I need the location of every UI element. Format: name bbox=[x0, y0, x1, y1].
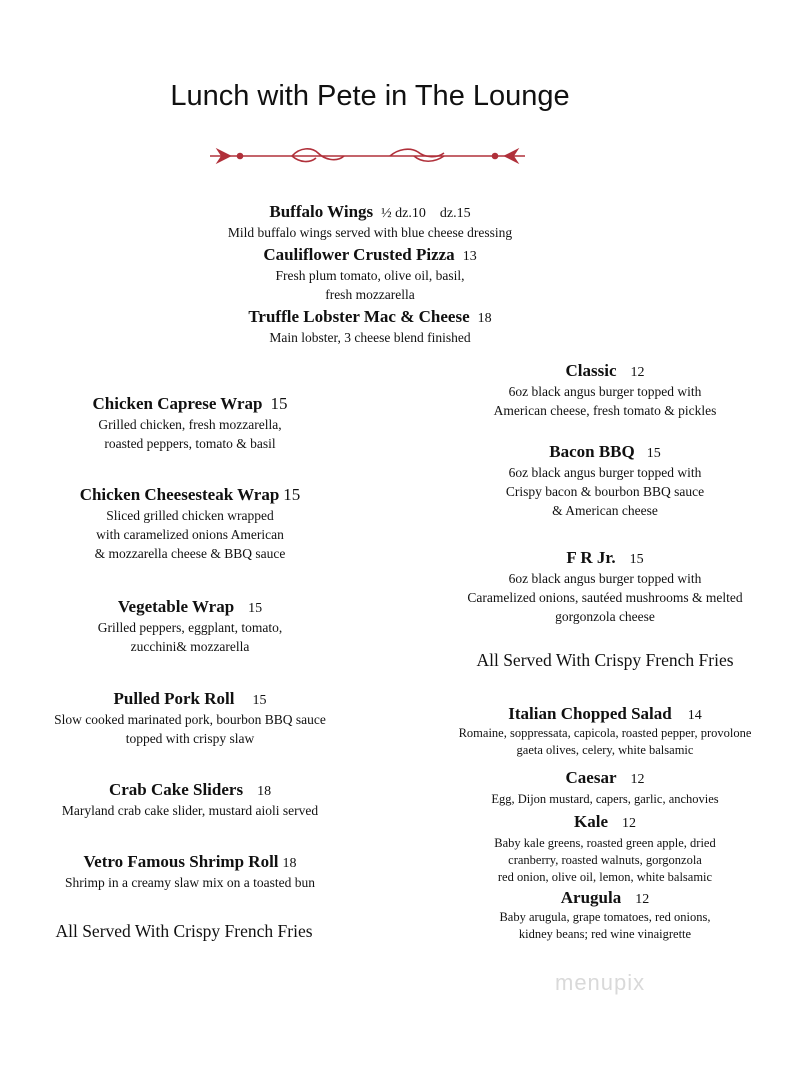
item-desc: gaeta olives, celery, white balsamic bbox=[516, 743, 694, 757]
item-desc: Mild buffalo wings served with blue cheese dressing bbox=[227, 225, 513, 240]
item-name: Kale bbox=[574, 812, 608, 831]
item-name: Chicken Caprese Wrap bbox=[92, 394, 263, 413]
menu-item-italian-chopped-salad bbox=[425, 703, 785, 759]
item-price: 18 bbox=[477, 311, 492, 326]
item-desc: Slow cooked marinated pork, bourbon BBQ sauce bbox=[54, 712, 326, 727]
item-desc: Caramelized onions, sautéed mushrooms & melted bbox=[467, 590, 743, 605]
item-desc: Shrimp in a creamy slaw mix on a toasted bun bbox=[64, 875, 316, 890]
item-price: 15 bbox=[283, 485, 301, 504]
item-desc: topped with crispy slaw bbox=[125, 731, 255, 746]
menu-item-cauliflower-pizza bbox=[170, 244, 570, 304]
menu-item-chicken-cheesesteak-wrap bbox=[20, 484, 360, 563]
item-desc: Main lobster, 3 cheese blend finished bbox=[269, 330, 471, 345]
menu-item-vegetable-wrap bbox=[20, 596, 360, 656]
menu-item-chicken-caprese-wrap bbox=[20, 393, 360, 453]
item-desc: fresh mozzarella bbox=[325, 287, 415, 302]
item-name: F R Jr. bbox=[566, 548, 616, 567]
menu-item-pulled-pork-roll bbox=[10, 688, 370, 748]
item-name: Caesar bbox=[565, 768, 617, 787]
item-desc: red onion, olive oil, lemon, white balsamic bbox=[497, 870, 713, 884]
item-name: Vegetable Wrap bbox=[117, 597, 235, 616]
item-desc: Grilled peppers, eggplant, tomato, bbox=[97, 620, 283, 635]
item-desc: Crispy bacon & bourbon BBQ sauce bbox=[505, 484, 705, 499]
item-name: Classic bbox=[565, 361, 617, 380]
item-price: ½ dz.10 dz.15 bbox=[381, 206, 471, 221]
item-price: 12 bbox=[630, 365, 645, 380]
item-name: Crab Cake Sliders bbox=[108, 780, 244, 799]
item-name: Buffalo Wings bbox=[269, 202, 374, 221]
item-desc: American cheese, fresh tomato & pickles bbox=[493, 403, 717, 418]
item-desc: cranberry, roasted walnuts, gorgonzola bbox=[508, 853, 702, 867]
item-desc: & mozzarella cheese & BBQ sauce bbox=[94, 546, 286, 561]
menu-item-arugula-salad bbox=[425, 887, 785, 943]
right-footer-note: All Served With Crispy French Fries bbox=[476, 650, 734, 670]
item-name: Italian Chopped Salad bbox=[508, 704, 672, 723]
item-desc: Maryland crab cake slider, mustard aioli served bbox=[61, 803, 319, 818]
left-footer-note: All Served With Crispy French Fries bbox=[55, 921, 313, 941]
menu-item-buffalo-wings bbox=[170, 201, 570, 242]
item-name: Vetro Famous Shrimp Roll bbox=[83, 852, 279, 871]
item-name: Bacon BBQ bbox=[549, 442, 635, 461]
item-price: 13 bbox=[462, 249, 477, 264]
item-price: 12 bbox=[622, 816, 636, 831]
item-desc: 6oz black angus burger topped with bbox=[508, 465, 702, 480]
item-desc: Baby kale greens, roasted green apple, dried bbox=[494, 836, 716, 850]
item-price: 15 bbox=[248, 601, 263, 616]
menu-item-crab-cake-sliders bbox=[10, 779, 370, 820]
page-title: Lunch with Pete in The Lounge bbox=[170, 80, 570, 112]
item-desc: kidney beans; red wine vinaigrette bbox=[518, 927, 692, 941]
item-desc: 6oz black angus burger topped with bbox=[508, 571, 702, 586]
item-desc: roasted peppers, tomato & basil bbox=[104, 436, 276, 451]
item-price: 15 bbox=[252, 693, 267, 708]
item-desc: Fresh plum tomato, olive oil, basil, bbox=[275, 268, 465, 283]
menu-item-classic-burger bbox=[430, 360, 780, 420]
item-desc: Baby arugula, grape tomatoes, red onions, bbox=[499, 910, 711, 924]
menu-item-fr-jr-burger bbox=[430, 547, 780, 626]
item-price: 15 bbox=[646, 446, 661, 461]
item-name: Chicken Cheesesteak Wrap bbox=[79, 485, 280, 504]
item-price: 12 bbox=[630, 772, 645, 787]
item-desc: Sliced grilled chicken wrapped bbox=[106, 508, 274, 523]
item-desc: Egg, Dijon mustard, capers, garlic, anchovies bbox=[491, 792, 719, 806]
item-price: 14 bbox=[687, 708, 702, 723]
item-price: 12 bbox=[635, 892, 650, 907]
menu-item-caesar-salad bbox=[425, 767, 785, 808]
item-desc: Romaine, soppressata, capicola, roasted pepper, provolone bbox=[458, 726, 752, 740]
item-name: Cauliflower Crusted Pizza bbox=[263, 245, 455, 264]
menu-item-shrimp-roll bbox=[10, 851, 370, 892]
item-price: 18 bbox=[282, 856, 297, 871]
item-price: 18 bbox=[257, 784, 272, 799]
item-name: Truffle Lobster Mac & Cheese bbox=[248, 307, 470, 326]
item-price: 15 bbox=[270, 394, 288, 413]
item-name: Pulled Pork Roll bbox=[113, 689, 235, 708]
item-name: Arugula bbox=[560, 888, 622, 907]
item-desc: zucchini& mozzarella bbox=[130, 639, 250, 654]
ornament-divider bbox=[200, 143, 535, 169]
menu-item-kale-salad bbox=[425, 811, 785, 886]
item-desc: with caramelized onions American bbox=[96, 527, 284, 542]
menu-item-truffle-lobster bbox=[170, 306, 570, 347]
item-price: 15 bbox=[629, 552, 644, 567]
item-desc: & American cheese bbox=[552, 503, 658, 518]
menu-item-bacon-bbq-burger bbox=[430, 441, 780, 520]
item-desc: Grilled chicken, fresh mozzarella, bbox=[98, 417, 282, 432]
menupix-watermark: menupix bbox=[555, 970, 646, 995]
item-desc: 6oz black angus burger topped with bbox=[508, 384, 702, 399]
item-desc: gorgonzola cheese bbox=[555, 609, 655, 624]
